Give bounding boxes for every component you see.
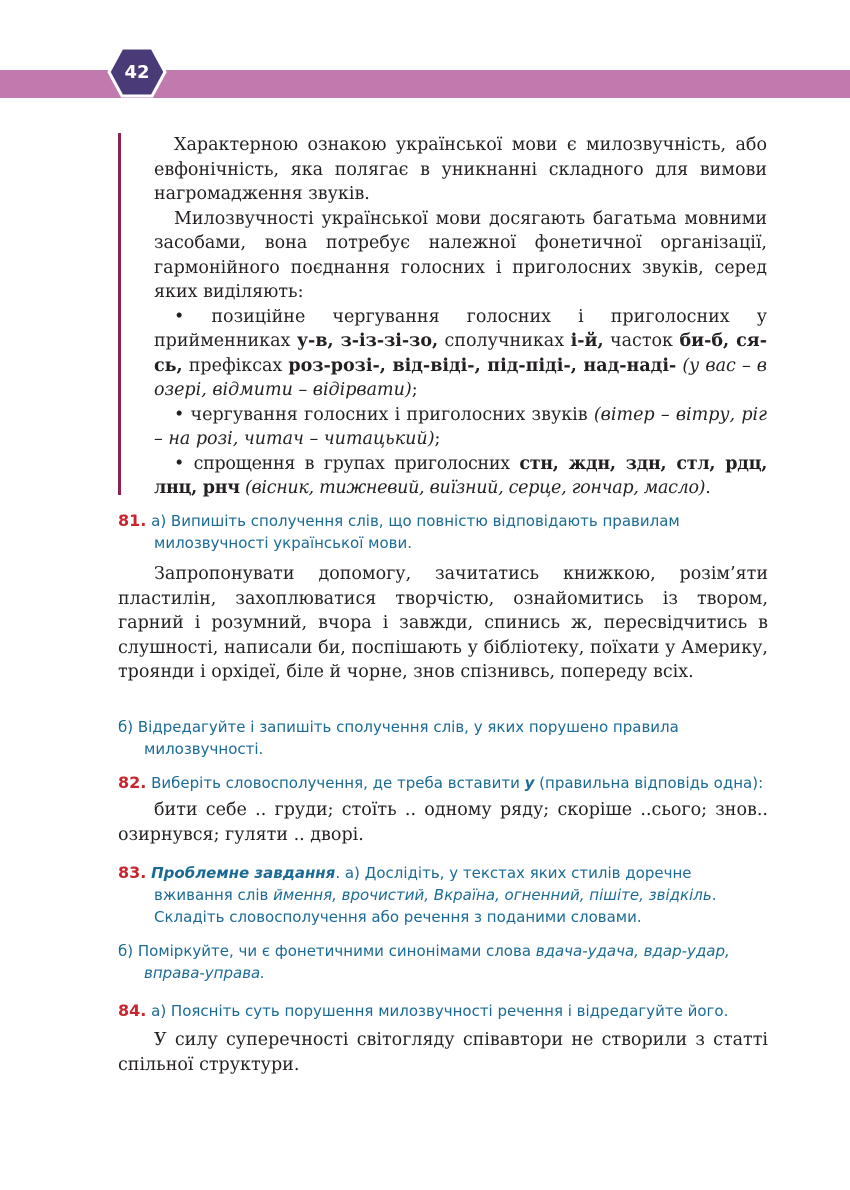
page-number: 42: [124, 61, 150, 83]
theory-paragraph: Характерною ознакою української мови є милозвучність, або евфонічність, яка полягає в уникнанні складного для вимови нагромадження звуків.: [154, 135, 767, 204]
task-81-a: 81. а) Випишіть сполучення слів, що повністю відповідають правилам милозвучності української мови.: [118, 511, 680, 552]
task-84-a: 84. а) Поясніть суть порушення милозвучності речення і відредагуйте його.: [118, 1001, 729, 1020]
theory-block: [154, 133, 767, 501]
task-81-exercise: Запропонувати допомогу, зачитатись книжкою, розім’яти пластилін, захоплюватися творчістю, ознайомитись із твором, гарний і розумний, вчора і завжди, спинись ж, пересвідчитись в слушності, написали би, поспішають у бібліотеку, поїхати у Америку, троянди і орхідеї, біле й чорне, знов спізнивсь, попереду всіх.: [118, 564, 768, 682]
page-number-badge: [107, 46, 167, 98]
task-82-exercise: бити себе .. груди; стоїть .. одному ряду; скоріше ..сього; знов.. озирнувся; гуляти .. дворі.: [118, 800, 768, 845]
theory-paragraph: Милозвучності української мови досягають багатьма мовними засобами, вона потребує належної фонетичної організації, гармонійного поєднання голосних і приголосних звуків, серед яких виділяють:: [154, 208, 767, 302]
task-number: 82.: [118, 773, 147, 792]
task-83-b: б) Поміркуйте, чи є фонетичними синонімами слова вдача-удача, вдар-удар, вправа-управа.: [118, 942, 730, 982]
task-82: 82. Виберіть словосполучення, де треба вставити у (правильна відповідь одна):: [118, 773, 764, 792]
theory-sidebar-rule: [118, 133, 121, 495]
theory-bullet: • чергування голосних і приголосних звуків (вітер – вітру, ріг – на розі, читач – читацький);: [154, 404, 767, 449]
theory-bullet: • позиційне чергування голосних і приголосних у прийменниках у-в, з-із-зі-зо, сполучниках і-й, часток би-б, ся-сь, префіксах роз-розі-, від-віді-, під-піді-, над-наді- (у вас – в озері, відмити – відірвати);: [154, 306, 767, 400]
task-number: 81.: [118, 511, 147, 530]
problem-task-label: Проблемне завдання: [151, 864, 336, 882]
task-number: 84.: [118, 1001, 147, 1020]
task-number: 83.: [118, 863, 147, 882]
task-81-b: б) Відредагуйте і запишіть сполучення слів, у яких порушено правила милозвучності.: [118, 718, 679, 758]
theory-bullet: • спрощення в групах приголосних стн, ждн, здн, стл, рдц, лнц, рнч (вісник, тижневий, виїзний, серце, гончар, масло).: [154, 453, 767, 498]
task-84-exercise: У силу суперечності світогляду співавтори не створили з статті спільної структури.: [118, 1030, 768, 1075]
task-83-a: 83. Проблемне завдання. а) Дослідіть, у текстах яких стилів доречне вживання слів ймення, врочистий, Вкраїна, огненний, пішіте, звідкіль. Складіть словосполучення або речення з поданими словами.: [118, 863, 717, 926]
